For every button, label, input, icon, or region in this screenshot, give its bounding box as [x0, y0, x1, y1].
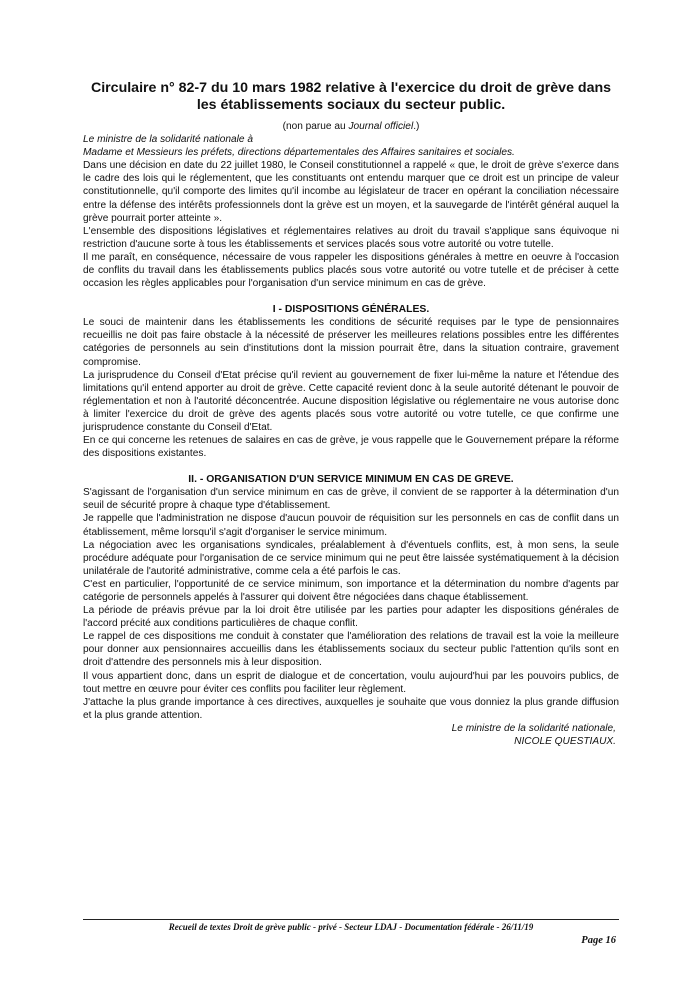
title-line-2: les établissements sociaux du secteur public. — [196, 97, 506, 113]
note-journal: Journal officiel — [348, 121, 414, 132]
paragraph: Il me paraît, en conséquence, nécessaire de vous rappeler les dispositions générales à mettre en oeuvre à l'occasion de conflits du travail dans les établissements publics placés sous votre autorité ou votre tutelle et de préciser à cette occasion les règles applicables pour l'organisation d'un service minimum en cas de grève. — [83, 251, 619, 290]
paragraph: La jurisprudence du Conseil d'Etat précise qu'il revient au gouvernement de fixer lui-même la nature et l'étendue des limitations qu'il entend apporter au droit de grève. Cette capacité revient donc à la seule autorité détenant le pouvoir de réglementation et non à l'autorité déconcentrée. Aucune disposition législative ou réglementaire ne vous autorise donc à limiter l'exercice du droit de grève des agents placés sous votre autorité ou votre tutelle, ce que confirme une jurisprudence constante du Conseil d'Etat. — [83, 369, 619, 433]
sender-line: Le ministre de la solidarité nationale à — [83, 134, 253, 146]
section-2-title: II. - ORGANISATION D'UN SERVICE MINIMUM EN CAS DE GREVE. — [188, 474, 514, 486]
intro-paragraphs — [83, 159, 619, 290]
paragraph: En ce qui concerne les retenues de salaires en cas de grève, je vous rappelle que le Gouvernement prépare la réforme des dispositions existantes. — [83, 435, 619, 460]
paragraph: Dans une décision en date du 22 juillet 1980, le Conseil constitutionnel a rappelé « que, le droit de grève s'exerce dans le cadre des lois qui le réglementent, que les constituants ont entendu marquer que ce droit est un principe de valeur constitutionnelle, qu'il comporte des limites qu'il incombe au législateur de tracer en opérant la conciliation nécessaire entre la défense des intérêts professionnels dont la grève est un moyen, et la sauvegarde de l'intérêt général auquel la grève pourrait porter atteinte ». — [83, 160, 619, 224]
section-1-paragraphs — [83, 316, 619, 460]
signature-line-2: NICOLE QUESTIAUX. — [514, 736, 616, 748]
paragraph: Le souci de maintenir dans les établissements les conditions de sécurité requises par le type de pensionnaires recueillis ne doit pas faire obstacle à la nécessité de préserver les meilleures relations possibles entre les différentes catégories de personnels au sein d'institutions dont la mission pourrait être, dans la situation contraire, gravement compromise. — [83, 317, 619, 368]
paragraph: Il vous appartient donc, dans un esprit de dialogue et de concertation, voulu aujourd'hui par les pouvoirs publics, de tout mettre en œuvre pour éviter ces conflits pou faciliter leur règlement. — [83, 670, 619, 695]
paragraph: La période de préavis prévue par la loi droit être utilisée par les parties pour adapter les dispositions générales de l'accord précité aux conditions particulières de chaque conflit. — [83, 605, 619, 630]
recipient-line: Madame et Messieurs les préfets, directions départementales des Affaires sanitaires et sociales. — [83, 147, 515, 159]
page-number: Page 16 — [581, 935, 616, 946]
note-suffix: .) — [413, 121, 420, 132]
footer-divider — [83, 919, 619, 920]
paragraph: L'ensemble des dispositions législatives et réglementaires relatives au droit du travail s'applique sans équivoque ni restriction d'aucune sorte à tous les établissements et services placés sous votre autorité ou votre tutelle. — [83, 225, 619, 250]
paragraph: J'attache la plus grande importance à ces directives, auxquelles je souhaite que vous donniez la plus grande diffusion et la plus grande attention. — [83, 696, 619, 721]
paragraph: La négociation avec les organisations syndicales, préalablement à d'éventuels conflits, est, à mon sens, la seule procédure adéquate pour l'organisation de ce service minimum qui ne peut être laissée systématiquement à la décision unilatérale de l'autorité administrative, comme cela a été parfois le cas. — [83, 539, 619, 577]
section-2-paragraphs — [83, 486, 619, 722]
title-line-1: Circulaire n° 82-7 du 10 mars 1982 relative à l'exercice du droit de grève dans — [90, 80, 612, 96]
document-body — [83, 80, 619, 748]
paragraph: Je rappelle que l'administration ne dispose d'aucun pouvoir de réquisition sur les personnels en cas de conflit dans un établissement, même lorsqu'il s'agit d'organiser le service minimum. — [83, 513, 619, 538]
publication-note — [83, 120, 619, 133]
paragraph: Le rappel de ces dispositions me conduit à constater que l'amélioration des relations de travail est la voie la meilleure pour donner aux pensionnaires accueillis dans les établissements sociaux du secteur public l'attention qu'ils sont en droit d'attendre des personnels mis à leur disposition. — [83, 631, 619, 669]
paragraph: C'est en particulier, l'opportunité de ce service minimum, son importance et la détermination du nombre d'agents par catégorie de personnels appelés à l'assurer qui doivent être négociées dans chaque établissement. — [83, 578, 619, 603]
document-title — [83, 80, 619, 114]
paragraph: S'agissant de l'organisation d'un service minimum en cas de grève, il convient de se rapporter à la détermination d'un seuil de sécurité propre à chaque type d'établissement. — [83, 487, 619, 512]
section-1-title: I - DISPOSITIONS GÉNÉRALES. — [272, 304, 430, 316]
footer-text: Recueil de textes Droit de grève public - privé - Secteur LDAJ - Documentation fédérale - 26/11/19 — [168, 922, 534, 932]
signature-line-1: Le ministre de la solidarité nationale, — [451, 722, 616, 734]
note-prefix: (non parue au — [282, 121, 349, 132]
